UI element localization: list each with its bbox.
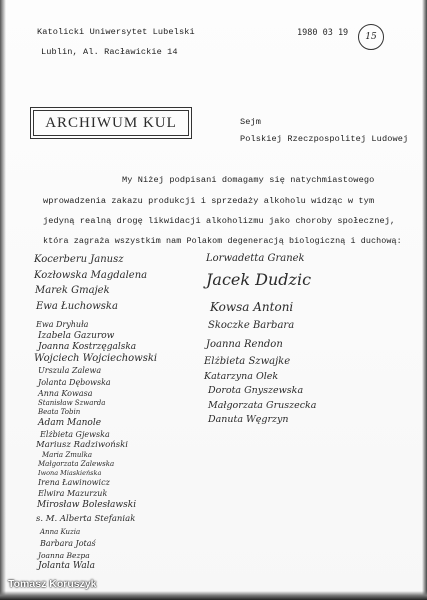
university-name: Katolicki Uniwersytet Lubelski [37,27,195,37]
body-line-3: jedyną realną drogę likwidacji alkoholizmu jako choroby społecznej, [43,216,396,226]
signature-right: Katarzyna Olek [204,371,279,382]
signature-left: Ewa Łuchowska [36,301,118,312]
university-address: Lublin, Al. Racławickie 14 [41,47,178,57]
recipient-line-2: Polskiej Rzeczpospolitej Ludowej [240,134,409,144]
page-number-circled: 15 [358,24,384,50]
signature-left: Izabela Gazurow [38,331,115,341]
signature-left: s. M. Alberta Stefaniak [36,514,136,524]
body-line-4: która zagraża wszystkim nam Polakom degeneracją biologiczną i duchową: [43,236,402,246]
signature-left: Wojciech Wojciechowski [34,353,158,364]
signature-left: Kocerberu Janusz [34,254,124,265]
body-line-2: wprowadzenia zakazu produkcji i sprzedaży alkoholu widząc w tym [43,196,375,206]
signature-left: Urszula Zalewa [38,366,102,375]
signature-left: Jolanta Wala [38,561,95,571]
signature-left: Beata Tobin [38,408,81,416]
signature-left: Mariusz Radziwoński [36,440,128,450]
recipient-line-1: Sejm [240,117,262,127]
signature-right: Danuta Węgrzyn [208,414,289,425]
signature-left: Irena Ławinowicz [38,478,110,487]
scan-edge-left [0,0,6,600]
signature-left: Adam Manole [38,418,102,428]
signature-left: Iwona Miaskieńska [38,469,102,477]
handwritten-date: 1980 03 19 [297,28,349,38]
signature-right: Joanna Rendon [206,339,283,350]
signature-left: Mirosław Bolesławski [37,500,137,510]
signature-right: Jacek Dudzic [206,270,312,289]
signature-right: Skoczke Barbara [208,320,295,331]
signature-left: Elżbieta Gjewska [40,430,110,439]
photo-credit-watermark: Tomasz Koruszyk [8,578,97,590]
signature-left: Jolanta Dębowska [38,378,111,387]
signature-right: Elżbieta Szwajke [204,356,291,367]
signature-right: Małgorzata Gruszecka [208,400,317,411]
signature-right: Kowsa Antoni [210,300,294,314]
signature-left: Elwira Mazurzuk [38,489,108,498]
signature-left: Barbara Jotaś [40,539,96,548]
signature-left: Ewa Dryhuła [36,320,89,329]
signature-left: Marek Gmajek [35,285,110,296]
signature-left: Joanna Bezpa [38,551,90,560]
scan-edge-bottom [0,591,427,600]
signature-left: Stanisław Szwarda [38,399,106,407]
signature-left: Anna Kowasa [38,389,93,398]
signature-left: Małgorzata Zalewska [38,460,115,468]
signature-right: Dorota Gnyszewska [208,385,304,396]
archive-stamp: ARCHIWUM KUL [33,110,189,136]
signature-left: Kozłowska Magdalena [34,270,148,281]
signature-left: Joanna Kostrzęgalska [38,342,137,352]
signature-right: Lorwadetta Granek [206,253,305,264]
scan-edge-right [422,0,427,600]
signature-left: Maria Zmulka [42,451,92,459]
body-line-1: My Niżej podpisani domagamy się natychmiastowego [122,175,375,185]
signature-left: Anna Kuzia [40,528,81,536]
